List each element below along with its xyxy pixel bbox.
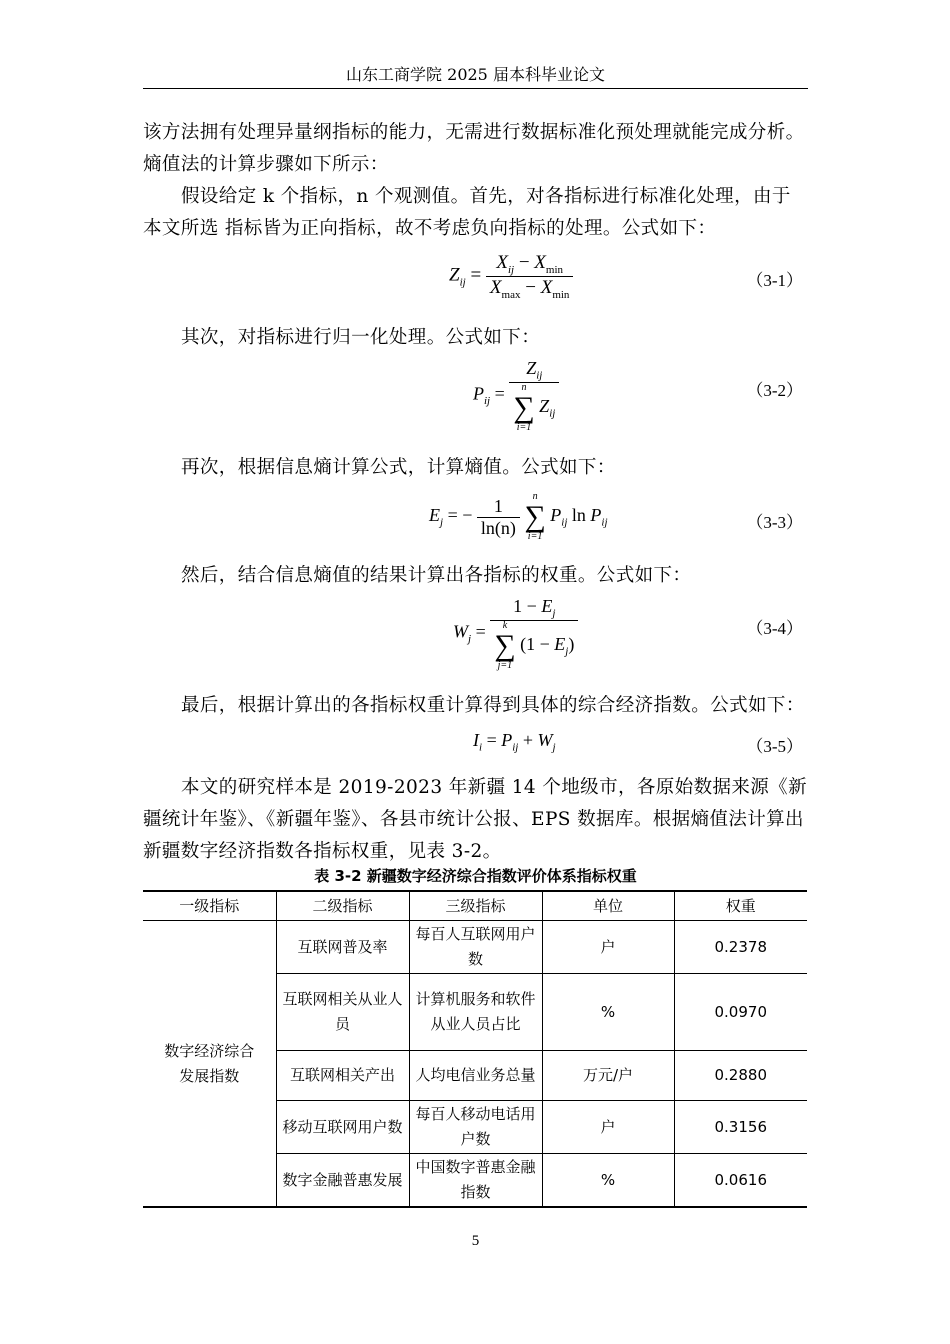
level1-label: 数字经济综合发展指数 (164, 1041, 255, 1085)
level3-cell: 人均电信业务总量 (409, 1051, 542, 1101)
level3-cell: 每百人互联网用户数 (409, 921, 542, 974)
column-header: 一级指标 (143, 891, 276, 921)
paragraph-3: 其次，对指标进行归一化处理。公式如下： (181, 327, 541, 348)
unit-cell: 户 (542, 1101, 674, 1154)
page-number: 5 (471, 1233, 480, 1249)
fraction: $\frac{1}{\ln(n)}$ (477, 496, 520, 539)
equation-3-5 (143, 730, 808, 760)
equation-body: $E_j$ = − $\frac{1}{\ln(n)}$ n ∑ i=1 $P_{ij}$ $\ln P_{ij}$ (429, 491, 608, 542)
paragraph-1: 该方法拥有处理异量纲指标的能力，无需进行数据标准化预处理就能完成分析。熵值法的计算步骤如下所示： (143, 122, 805, 175)
equation-3-1 (143, 252, 808, 308)
paragraph-6: 最后，根据计算出的各指标权重计算得到具体的综合经济指数。公式如下： (181, 695, 805, 716)
column-header: 权重 (674, 891, 807, 921)
fraction: $Z_{ij}$ n ∑ i=1 $Z_{ij}$ (509, 358, 559, 433)
level2-cell: 互联网普及率 (276, 921, 409, 974)
level1-cell (143, 921, 276, 1208)
weight-cell: 0.2378 (674, 921, 807, 974)
equation-body: $I_i = P_{ij} + W_j$ (473, 730, 556, 754)
level2-cell: 移动互联网用户数 (276, 1101, 409, 1154)
column-header: 二级指标 (276, 891, 409, 921)
equation-body: $W_j$ = $1 - E_j$ k ∑ j=1 $(1 - E_j)$ (453, 596, 578, 671)
unit-cell: % (542, 1154, 674, 1208)
equation-body: $Z_{ij}$ = $\frac{X_{ij} - X_{min}}{X_{max} - X_{min}}$ (449, 252, 573, 301)
equation-3-2 (143, 358, 808, 440)
level3-cell: 计算机服务和软件从业人员占比 (409, 974, 542, 1051)
equation-body: $P_{ij}$ = $Z_{ij}$ n ∑ i=1 $Z_{ij}$ (473, 358, 559, 433)
equation-3-3 (143, 492, 808, 550)
weights-table (143, 890, 807, 1208)
table-header-row (143, 891, 807, 921)
paragraph-2: 假设给定 k 个指标，n 个观测值。首先，对各指标进行标准化处理，由于本文所选 指标皆为正向指标，故不考虑负向指标的处理。公式如下： (143, 186, 791, 239)
level3-cell: 每百人移动电话用户数 (409, 1101, 542, 1154)
weight-cell: 0.2880 (674, 1051, 807, 1101)
equation-number: （3-5） (746, 737, 803, 756)
equation-number: （3-3） (746, 513, 803, 532)
column-header: 单位 (542, 891, 674, 921)
unit-cell: 万元/户 (542, 1051, 674, 1101)
paragraph-5: 然后，结合信息熵值的结果计算出各指标的权重。公式如下： (181, 565, 692, 586)
paragraph-4: 再次，根据信息熵计算公式，计算熵值。公式如下： (181, 457, 616, 478)
unit-cell: % (542, 974, 674, 1051)
table-row (143, 921, 807, 974)
equation-number: （3-4） (746, 619, 803, 638)
weight-cell: 0.0970 (674, 974, 807, 1051)
equation-number: （3-2） (746, 381, 803, 400)
column-header: 三级指标 (409, 891, 542, 921)
equation-3-4 (143, 596, 808, 680)
weight-cell: 0.0616 (674, 1154, 807, 1208)
level2-cell: 数字金融普惠发展 (276, 1154, 409, 1208)
header-rule (143, 88, 808, 89)
level2-cell: 互联网相关从业人员 (276, 974, 409, 1051)
fraction: $1 - E_j$ k ∑ j=1 $(1 - E_j)$ (490, 596, 578, 671)
running-header: 山东工商学院 2025 届本科毕业论文 (346, 65, 605, 84)
unit-cell: 户 (542, 921, 674, 974)
table-caption: 表 3-2 新疆数字经济综合指数评价体系指标权重 (314, 867, 637, 885)
weight-cell: 0.3156 (674, 1101, 807, 1154)
fraction: $\frac{X_{ij} - X_{min}}{X_{max} - X_{min}}$ (486, 252, 574, 301)
equation-number: （3-1） (746, 271, 803, 290)
level3-cell: 中国数字普惠金融指数 (409, 1154, 542, 1208)
level2-cell: 互联网相关产出 (276, 1051, 409, 1101)
paragraph-7: 本文的研究样本是 2019-2023 年新疆 14 个地级市，各原始数据来源《新疆统计年鉴》、《新疆年鉴》、各县市统计公报、EPS 数据库。根据熵值法计算出新疆数字经济指数各指标权重，见表 3-2。 (143, 777, 807, 862)
